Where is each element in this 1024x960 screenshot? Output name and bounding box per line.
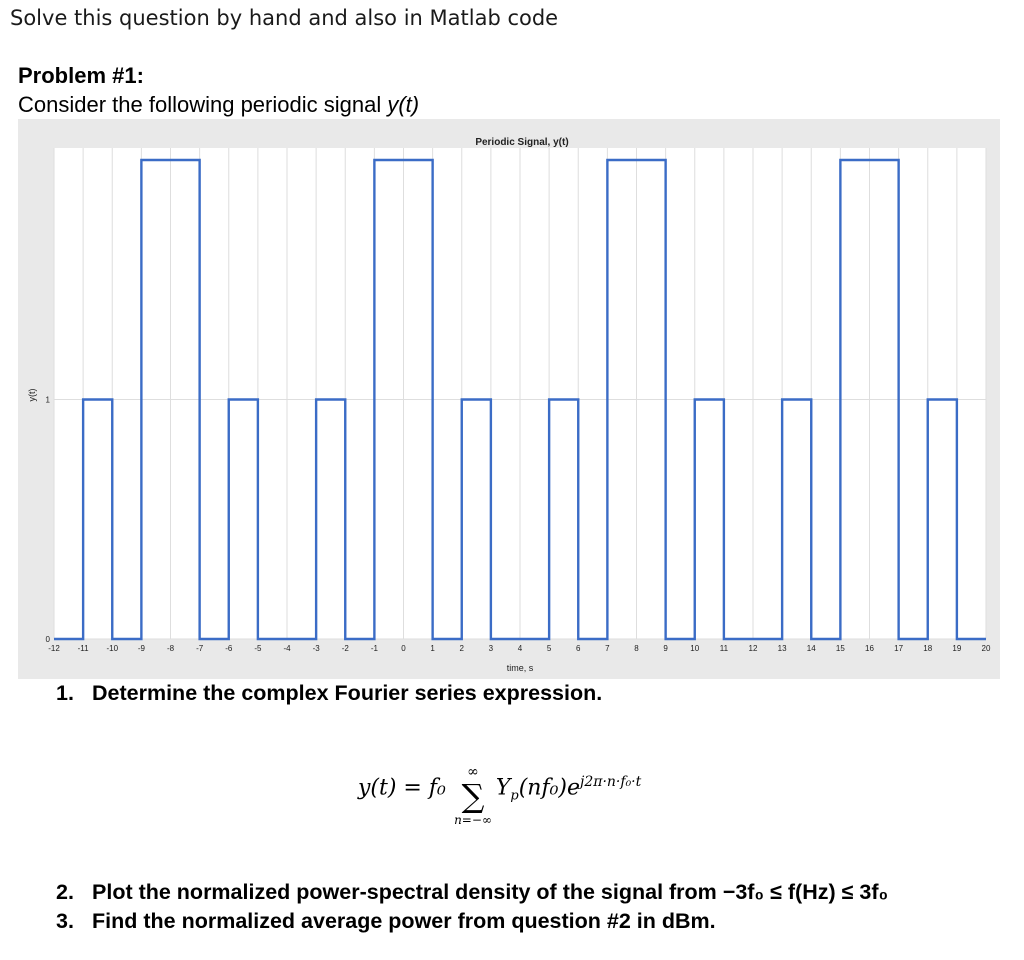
x-tick-label: -6 bbox=[225, 644, 233, 653]
x-tick-label: 10 bbox=[690, 644, 700, 653]
x-tick-label: -4 bbox=[283, 644, 291, 653]
x-tick-label: 7 bbox=[605, 644, 610, 653]
question-1 bbox=[56, 681, 602, 706]
x-tick-label: 8 bbox=[634, 644, 639, 653]
fourier-series-equation bbox=[358, 774, 641, 804]
x-tick-label: -9 bbox=[137, 644, 145, 653]
question-number: 1. bbox=[56, 681, 74, 705]
x-tick-labels bbox=[48, 644, 991, 653]
x-tick-label: 11 bbox=[719, 644, 729, 653]
periodic-signal-chart bbox=[18, 119, 1000, 679]
x-tick-label: 18 bbox=[923, 644, 933, 653]
x-tick-label: -12 bbox=[48, 644, 60, 653]
signal-name: y(t) bbox=[387, 92, 420, 117]
x-tick-label: 13 bbox=[777, 644, 787, 653]
equation-lhs: y(t) = f₀ bbox=[358, 775, 446, 801]
x-tick-label: 1 bbox=[430, 644, 435, 653]
x-tick-label: 6 bbox=[576, 644, 581, 653]
question-2 bbox=[56, 878, 888, 907]
x-tick-label: -8 bbox=[166, 644, 175, 653]
x-tick-label: -7 bbox=[196, 644, 204, 653]
x-tick-label: -1 bbox=[370, 644, 378, 653]
question-number: 2. bbox=[56, 880, 74, 904]
x-tick-label: 2 bbox=[459, 644, 464, 653]
x-tick-label: 15 bbox=[835, 644, 845, 653]
equation-term-argument: (nf₀)e bbox=[518, 775, 581, 801]
x-tick-label: 0 bbox=[401, 644, 406, 653]
equation-exponent: j2π·n·f₀·t bbox=[580, 774, 642, 790]
y-tick-label: 1 bbox=[45, 395, 50, 405]
problem-statement bbox=[18, 92, 419, 118]
x-tick-label: -2 bbox=[341, 644, 349, 653]
instruction-text: Solve this question by hand and also in Matlab code bbox=[10, 6, 559, 30]
x-tick-label: -3 bbox=[312, 644, 320, 653]
x-tick-label: -11 bbox=[77, 644, 89, 653]
y-tick-label: 0 bbox=[45, 635, 50, 644]
question-3 bbox=[56, 907, 888, 936]
x-tick-label: 16 bbox=[865, 644, 874, 653]
problem-statement-text: Consider the following periodic signal bbox=[18, 92, 388, 117]
x-tick-label: 12 bbox=[748, 644, 758, 653]
x-tick-label: -10 bbox=[106, 644, 119, 653]
y-tick-labels bbox=[46, 396, 51, 645]
questions-2-3 bbox=[56, 878, 888, 936]
sum-lower-limit: n=−∞ bbox=[454, 813, 492, 827]
sum-upper-limit: ∞ bbox=[467, 764, 479, 780]
x-tick-label: 19 bbox=[952, 644, 962, 653]
summation bbox=[453, 765, 493, 827]
x-tick-label: -5 bbox=[254, 644, 262, 653]
x-tick-label: 5 bbox=[546, 644, 552, 653]
x-tick-label: 17 bbox=[894, 644, 904, 653]
x-axis-label: time, s bbox=[506, 663, 534, 673]
question-text: Find the normalized average power from question #2 in dBm. bbox=[92, 909, 716, 933]
equation-term: Y bbox=[495, 775, 511, 801]
x-tick-label: 20 bbox=[981, 644, 991, 653]
x-tick-label: 4 bbox=[517, 644, 523, 653]
question-number: 3. bbox=[56, 909, 74, 933]
question-text: Determine the complex Fourier series expression. bbox=[92, 681, 603, 705]
chart-title: Periodic Signal, y(t) bbox=[475, 137, 569, 148]
x-tick-label: 9 bbox=[663, 644, 668, 653]
sum-symbol: ∑ bbox=[461, 777, 485, 815]
x-tick-label: 3 bbox=[488, 644, 494, 653]
plot-panel bbox=[18, 119, 1000, 679]
question-text: Plot the normalized power-spectral density of the signal from −3f₀ ≤ f(Hz) ≤ 3f₀ bbox=[92, 880, 889, 904]
problem-title: Problem #1: bbox=[18, 63, 144, 88]
equation-term-subscript: p bbox=[510, 788, 519, 804]
x-tick-label: 14 bbox=[806, 644, 816, 653]
y-axis-label: y(t) bbox=[27, 388, 37, 402]
